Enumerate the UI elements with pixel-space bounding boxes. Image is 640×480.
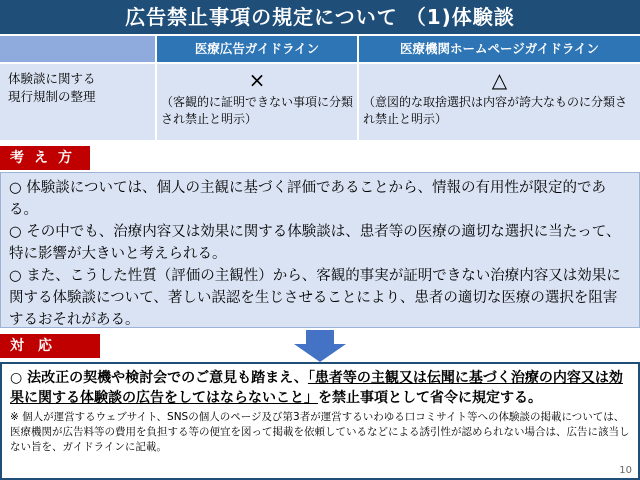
response-tail: を禁止事項として省令に規定する。 xyxy=(318,390,542,406)
row-label-line1: 体験談に関する xyxy=(8,71,96,86)
response-lead: ○ 法改正の契機や検討会でのご意見も踏まえ、 xyxy=(10,370,308,386)
response-text xyxy=(10,368,630,408)
view-point-3: ○ また、こうした性質（評価の主観性）から、客観的事実が証明できない治療内容又は効果に関する体験談について、著しい誤認を生じさせることにより、患者の適切な医療の選択を阻害するおそれがある。 xyxy=(9,268,621,328)
view-point-1: ○ 体験談については、個人の主観に基づく評価であることから、情報の有用性が限定的である。 xyxy=(9,180,606,218)
cross-mark: × xyxy=(248,68,266,92)
view-point-2: ○ その中でも、治療内容又は効果に関する体験談は、患者等の医療の適切な選択に当たって、特に影響が大きいと考えられる。 xyxy=(9,224,621,262)
response-underlined: 「患者等の主観又は伝聞に基づく治療の内容又は効果に関する体験談の広告をしてはならないこと」 xyxy=(10,370,623,406)
row-label-cell xyxy=(0,64,155,140)
down-arrow-icon xyxy=(294,344,346,362)
cell-note-1: （客観的に証明できない事項に分類され禁止と明示） xyxy=(161,95,354,126)
response-box xyxy=(0,362,640,480)
cell-homepage-guideline xyxy=(359,64,640,140)
view-points-box xyxy=(0,172,640,328)
header-homepage-guideline: 医療機関ホームページガイドライン xyxy=(359,36,640,62)
down-arrow-shaft xyxy=(306,330,334,344)
row-label-line2: 現行規制の整理 xyxy=(8,89,96,104)
header-medical-ad-guideline: 医療広告ガイドライン xyxy=(157,36,357,62)
cell-medical-ad-guideline xyxy=(157,64,357,140)
comparison-table xyxy=(0,36,640,140)
triangle-mark: △ xyxy=(491,68,508,92)
page-title: 広告禁止事項の規定について （1)体験談 xyxy=(0,0,640,34)
page-number: 10 xyxy=(619,465,632,476)
section-tag-view: 考え方 xyxy=(0,146,90,170)
table-corner-cell xyxy=(0,36,155,62)
cell-note-2: （意図的な取捨選択は内容が誇大なものに分類され禁止と明示） xyxy=(363,95,628,126)
section-tag-response: 対応 xyxy=(0,334,100,358)
footnote: ※ 個人が運営するウェブサイト、SNSの個人のページ及び第3者が運営するいわゆる口コミサイト等への体験談の掲載については、医療機関が広告料等の費用を負担する等の便宜を図って掲載を依頼しているなどによる誘引性が認められない場合は、広告に該当しない旨を、ガイドラインに記載。 xyxy=(10,411,630,453)
